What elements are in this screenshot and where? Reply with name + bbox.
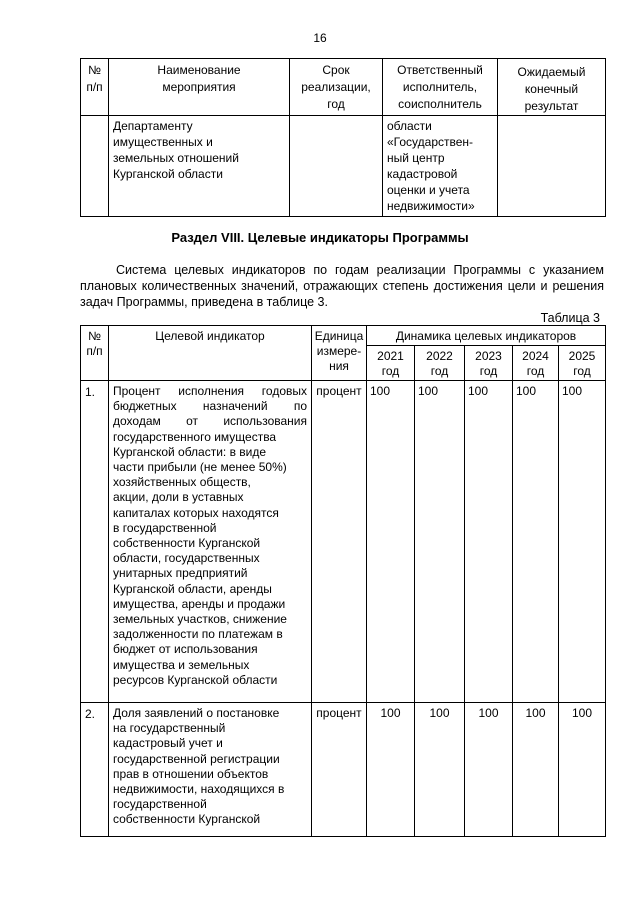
indicators-table	[80, 325, 606, 837]
header-name: Наименование мероприятия	[109, 59, 290, 116]
row-num: 2.	[81, 703, 109, 837]
table-continuation	[80, 58, 606, 217]
intro-paragraph	[80, 262, 604, 310]
table-row	[81, 116, 606, 217]
table-header-row	[81, 326, 606, 346]
value-2024: 100	[513, 703, 559, 837]
header-year-2024: 2024 год	[513, 346, 559, 381]
header-num: № п/п	[81, 326, 109, 381]
value-2024: 100	[513, 381, 559, 703]
intro-text: Система целевых индикаторов по годам реализации Программы с указанием плановых количественных значений, отражающих степень достижения цели и решения задач Программы, приведена в таблице 3.	[80, 263, 604, 309]
header-indicator: Целевой индикатор	[109, 326, 312, 381]
section-heading: Раздел VIII. Целевые индикаторы Программы	[171, 230, 469, 245]
row-num: 1.	[81, 381, 109, 703]
cell-executor: области «Государствен- ный центр кадастровой оценки и учета недвижимости»	[383, 116, 498, 217]
table-row	[81, 703, 606, 837]
header-year-2021: 2021 год	[367, 346, 415, 381]
cell-term	[290, 116, 383, 217]
row-indicator	[109, 381, 312, 703]
cell-num	[81, 116, 109, 217]
row-unit: процент	[312, 703, 367, 837]
value-2022: 100	[415, 381, 465, 703]
page-number: 16	[313, 31, 327, 45]
row-unit: процент	[312, 381, 367, 703]
value-2023: 100	[465, 381, 513, 703]
value-2025: 100	[559, 381, 606, 703]
header-dynamics: Динамика целевых индикаторов	[367, 326, 606, 346]
value-2021: 100	[367, 381, 415, 703]
value-2021: 100	[367, 703, 415, 837]
cell-name: Департаменту имущественных и земельных отношений Курганской области	[109, 116, 290, 217]
header-term: Срок реализации, год	[290, 59, 383, 116]
table-row	[81, 381, 606, 703]
table-label: Таблица 3	[540, 311, 600, 325]
value-2022: 100	[415, 703, 465, 837]
cell-result	[498, 116, 606, 217]
value-2023: 100	[465, 703, 513, 837]
header-result: Ожидаемый конечный результат	[498, 59, 606, 116]
indicator-text-justified: Процент исполнения годовых бюджетных назначений по доходам от использования государственного имущества	[113, 384, 307, 444]
header-year-2023: 2023 год	[465, 346, 513, 381]
row-indicator: Доля заявлений о постановке на государственный кадастровый учет и государственной регистрации прав в отношении объектов недвижимости, находящихся в государственной собственности Курганской	[109, 703, 312, 837]
header-year-2022: 2022 год	[415, 346, 465, 381]
header-num: № п/п	[81, 59, 109, 116]
indicator-text-rest: Курганской области: в виде части прибыли (не менее 50%) хозяйственных обществ, акции, доли в уставных капиталах которых находятся в государственной собственности Курганской области, государственных унитарных предприятий Курганской области, аренды имущества, аренды и продажи земельных участков, снижение задолженности по платежам в бюджет от использования имущества и земельных ресурсов Курганской области	[113, 444, 287, 687]
header-unit: Единица измере- ния	[312, 326, 367, 381]
header-executor: Ответственный исполнитель, соисполнитель	[383, 59, 498, 116]
header-year-2025: 2025 год	[559, 346, 606, 381]
value-2025: 100	[559, 703, 606, 837]
table-header-row	[81, 59, 606, 116]
